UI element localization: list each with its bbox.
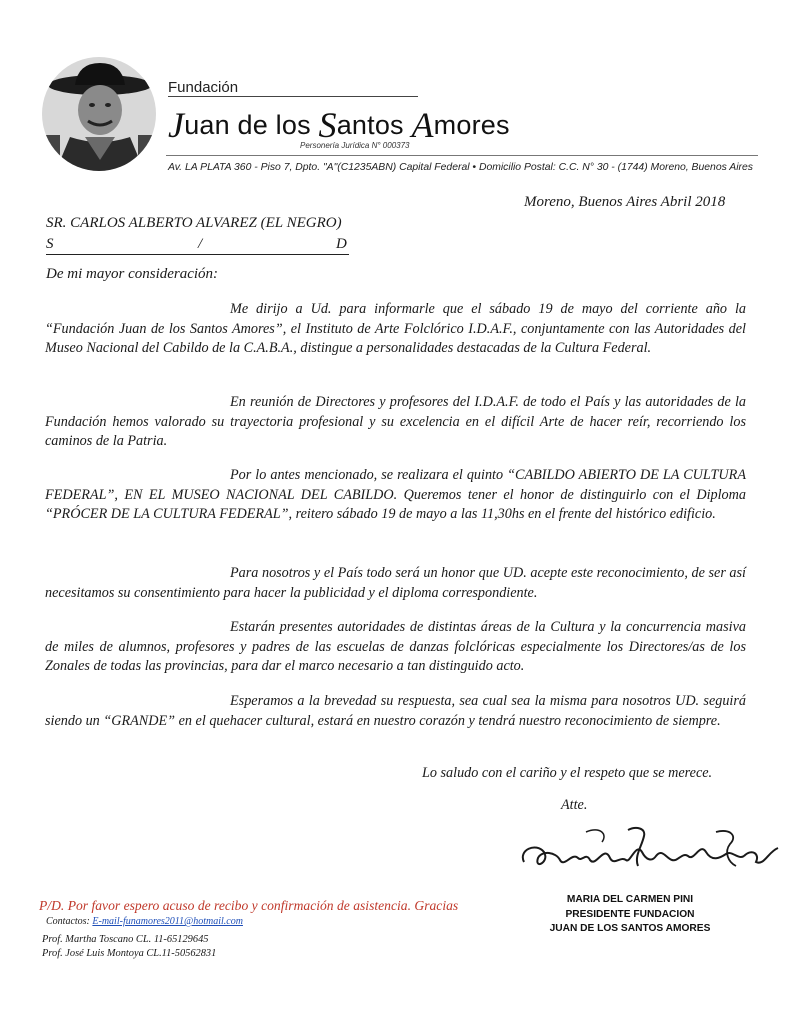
- sd-s: S: [46, 236, 54, 252]
- legal-registration: Personería Jurídica N° 000373: [300, 141, 410, 150]
- foundation-name-initial-s: S: [318, 105, 337, 145]
- salutation: De mi mayor consideración:: [46, 266, 219, 282]
- letterhead-address: Av. LA PLATA 360 - Piso 7, Dpto. "A"(C1235ABN) Capital Federal • Domicilio Postal: C.C. N° 30 - (1744) Moreno, Buenos Aires: [168, 162, 753, 173]
- handwritten-signature: [516, 822, 786, 888]
- contacts-line: [46, 916, 243, 927]
- contacts-label: Contactos:: [46, 916, 90, 927]
- signer-title: PRESIDENTE FUNDACION: [565, 908, 695, 920]
- address-divider: [166, 155, 758, 156]
- dateline: Moreno, Buenos Aires Abril 2018: [524, 194, 726, 210]
- signer-block: [540, 893, 720, 937]
- body-paragraph-2: En reunión de Directores y profesores del I.D.A.F. de todo el País y las autoridades de la Fundación hemos valorado su trayectoria profesional y su excelencia en el difícil Arte de hacer reír, recorriendo los caminos de la Patria.: [45, 394, 746, 449]
- foundation-label: Fundación: [168, 79, 239, 96]
- sign-off: Atte.: [561, 797, 588, 813]
- foundation-name-part-3: mores: [433, 110, 510, 140]
- contact-phone-1: Prof. Martha Toscano CL. 11-65129645: [42, 934, 209, 945]
- body-paragraph-4: Para nosotros y el País todo será un honor que UD. acepte este reconocimiento, de ser así necesitamos su consentimiento para hacer la publicidad y el diploma correspondiente.: [45, 565, 746, 601]
- signer-name: MARIA DEL CARMEN PINI: [566, 894, 694, 905]
- recipient-name: SR. CARLOS ALBERTO ALVAREZ (EL NEGRO): [46, 215, 342, 231]
- foundation-name-part-2: antos: [336, 110, 412, 140]
- postscript: P/D. Por favor espero acuso de recibo y confirmación de asistencia. Gracias: [39, 898, 459, 913]
- founder-portrait: [40, 55, 158, 173]
- body-paragraph-6: Esperamos a la brevedad su respuesta, sea cual sea la misma para nosotros UD. seguirá siendo un “GRANDE” en el quehacer cultural, estará en nuestro corazón y tendrá nuestro reconocimiento de siempre.: [45, 693, 746, 729]
- recipient-sd-line: [46, 236, 349, 255]
- foundation-name-initial-a: A: [411, 105, 434, 145]
- sd-d: D: [336, 236, 347, 252]
- contact-phone-2: Prof. José Luis Montoya CL.11-50562831: [42, 948, 217, 959]
- foundation-name-initial-j: J: [168, 105, 185, 145]
- body-paragraph-3: Por lo antes mencionado, se realizara el quinto “CABILDO ABIERTO DE LA CULTURA FEDERAL”, EN EL MUSEO NACIONAL DEL CABILDO. Queremos tener el honor de distinguirlo con el Diploma “PRÓCER DE LA CULTURA FEDERAL”, reitero sábado 19 de mayo a las 11,30hs en el frente del histórico edificio.: [45, 467, 746, 522]
- sd-slash: /: [198, 236, 203, 252]
- foundation-name: [168, 104, 510, 146]
- closing-line: Lo saludo con el cariño y el respeto que se merece.: [422, 765, 713, 781]
- contact-email-link[interactable]: E-mail-funamores2011@hotmail.com: [92, 916, 243, 927]
- foundation-name-part-1: uan de los: [184, 110, 319, 140]
- body-paragraph-5: Estarán presentes autoridades de distintas áreas de la Cultura y la concurrencia masiva de miles de alumnos, profesores y padres de las escuelas de danzas folclóricas especialmente los Directores/as de los Zonales de todas las provincias, para dar el marco necesario a tan distinguido acto.: [45, 619, 746, 674]
- signer-organization: JUAN DE LOS SANTOS AMORES: [549, 923, 711, 934]
- header-divider: [168, 96, 418, 97]
- body-paragraph-1: Me dirijo a Ud. para informarle que el sábado 19 de mayo del corriente año la “Fundación Juan de los Santos Amores”, el Instituto de Arte Folclórico I.D.A.F., conjuntamente con las Autoridades del Museo Nacional del Cabildo de la C.A.B.A., distingue a personalidades destacadas de la Cultura Federal.: [45, 301, 746, 356]
